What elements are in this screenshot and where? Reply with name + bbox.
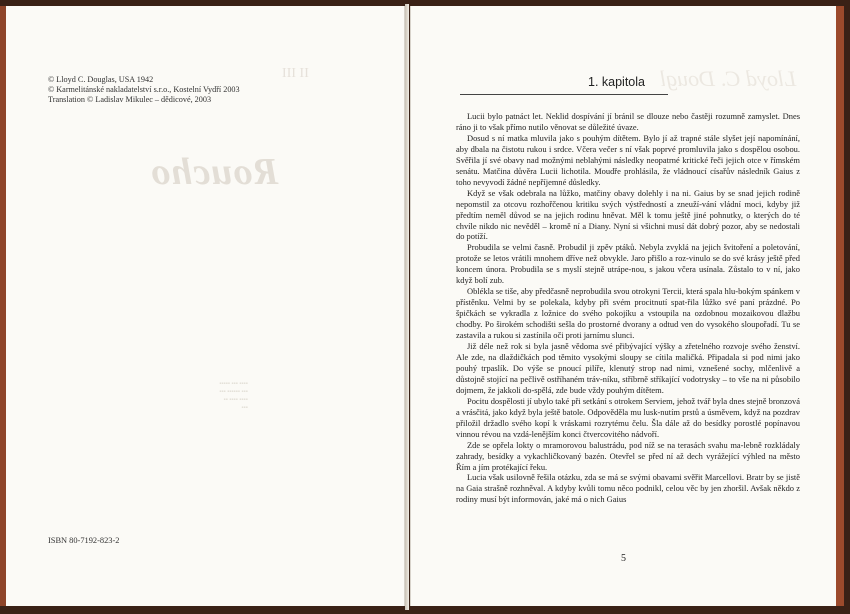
paragraph: Oblékla se tiše, aby předčasně neprobudila svou otrokyni Tercii, která spala hlu-bokým spánkem v přístěnku. Velmi by se polekala, kdyby při svém procitnutí spat-řila lůžko své paní prázdné. Po špičkách se vykradla z ložnice do svého pokojíku a vstoupila na ozdobnou mozaikovou dlažbu chodby. Po širokém schodišti sešla do prostorné dvorany a odtud ven do vysokého sloupořadí. Tu se zastavila a rukou si zastínila oči proti jarnímu slunci. — [456, 286, 800, 341]
paragraph: Pocitu dospělosti jí ubylo také při setkání s otrokem Serviem, jehož tvář byla dnes stejně bronzová a vrásčitá, jako když byla ještě batole. Odpověděla mu lusk-nutím prstů a úsměvem, když na pozdrav přiložil držadlo svého kopí k vráskami rozrytému čelu. Šla dále až do besídky porostlé popínavou vinnou révou na vzdá-lenějším konci čtvercovitého nádvoří. — [456, 395, 800, 439]
copyright-line: © Karmelitánské nakladatelství s.r.o., Kostelní Vydří 2003 — [48, 85, 240, 94]
bleed-through-imprint: ▪▪▪▪ ▪▪▪ ▪▪▪▪▪ ▪▪▪ ▪▪▪▪▪▪ ▪▪▪ ▪▪▪▪ ▪▪▪▪ ▪▪ ▪▪▪ — [219, 381, 248, 411]
isbn: ISBN 80-7192-823-2 — [48, 536, 120, 545]
bleed-through-right: Lloyd C. Dougl — [660, 66, 797, 91]
paragraph: Lucii bylo patnáct let. Neklid dospívání jí bránil se dlouze nebo častěji rozumně zamyslet. Dnes ráno ji to však přímo nutilo věnovat se důležité úvaze. — [456, 111, 800, 132]
chapter-title: 1. kapitola — [588, 75, 645, 89]
paragraph: Když se však odebrala na lůžko, matčiny obavy dolehly i na ni. Gaius by se snad jejich rodině nepomstil za otcovu rozhořčenou kritiku svých výstředností a zneuží-vání vládní moci, kdyby již předtím neměl důvod se na jejich rodinu hněvat. Měl k tomu ještě jiné pohnutky, o kterých do té chvíle nikdo nic nevěděl – kromě ní a Diany. Nyní si všichni musí dát dobrý pozor, aby se nedostali do potíží. — [456, 187, 800, 242]
bleed-through-title: Roucho — [150, 151, 279, 193]
copyright-block — [48, 75, 278, 105]
cover-edge-right — [836, 6, 844, 606]
paragraph: Probudila se velmi časně. Probudil ji zpěv ptáků. Nebyla zvyklá na jejich švitoření a poletování, protože se letos vrátili mnohem dříve než obvykle. Jaro přišlo a roz-vinulo se do své krásy ještě před koncem února. Probudila se s myslí stejně utrápe-nou, s jakou včera usínala. Zůstalo to v ní, jako když bolí zub. — [456, 242, 800, 286]
copyright-line: Translation © Ladislav Mikulec – dědicové, 2003 — [48, 95, 212, 104]
chapter-rule — [460, 94, 668, 95]
paragraph: Lucia však usilovně řešila otázku, zda se má se svými obavami svěřit Marcellovi. Bratr by se jistě na Gaia strašně rozhněval. A kdyby kvůli tomu něco podnikl, celou věc by jen zhoršil. Avšak někdo z rodiny musí být informován, jaké má o nich Gaius — [456, 472, 800, 505]
bleed-through-mark: II III — [282, 66, 309, 81]
paragraph: Dosud s ní matka mluvila jako s pouhým dítětem. Bylo jí až trapné stále slyšet její napomínání, aby dbala na čistotu rukou i srdce. Včera večer s ní však poprvé promluvila jako s dospělou osobou. Svěřila jí své obavy nad možnými neblahými následky neopatrné kritické řeči jejich otce v římském senátu. Matčina důvěra Lucii lichotila. Moudře prohlásila, že vládnoucí císařův následník Gaius z toho nevyvodí žádné nepříjemné důsledky. — [456, 132, 800, 187]
page-number: 5 — [621, 553, 626, 564]
body-text — [456, 111, 800, 505]
spine-gutter — [405, 4, 409, 610]
copyright-line: © Lloyd C. Douglas, USA 1942 — [48, 75, 154, 84]
paragraph: Již déle než rok si byla jasně vědoma své přibývající výšky a zřetelného rozvoje svého ženství. Ale zde, na dlaždičkách pod těmito vysokými sloupy se cítila maličká. Připadala si pod nimi jako pouhý trpaslík. Do výše se pnoucí pilíře, klenutý strop nad nimi, vznešené sochy, mlčenlivě a důstojně stojící na pečlivě ostříhaném tráv-níku, stříbrně stříkající vodotrysky – to vše na ni působilo dojmem, že jakkoli do-spělá, zde bude vždy pouhým dítětem. — [456, 341, 800, 395]
paragraph: Zde se opřela lokty o mramorovou balustrádu, pod níž se na terasách svahu ma-lebně rozkládaly zahrady, besídky a vykachličkovaný bazén. Otevřel se před ní až dech vyrážející výhled na město Řím a jím protékající řeku. — [456, 439, 800, 472]
